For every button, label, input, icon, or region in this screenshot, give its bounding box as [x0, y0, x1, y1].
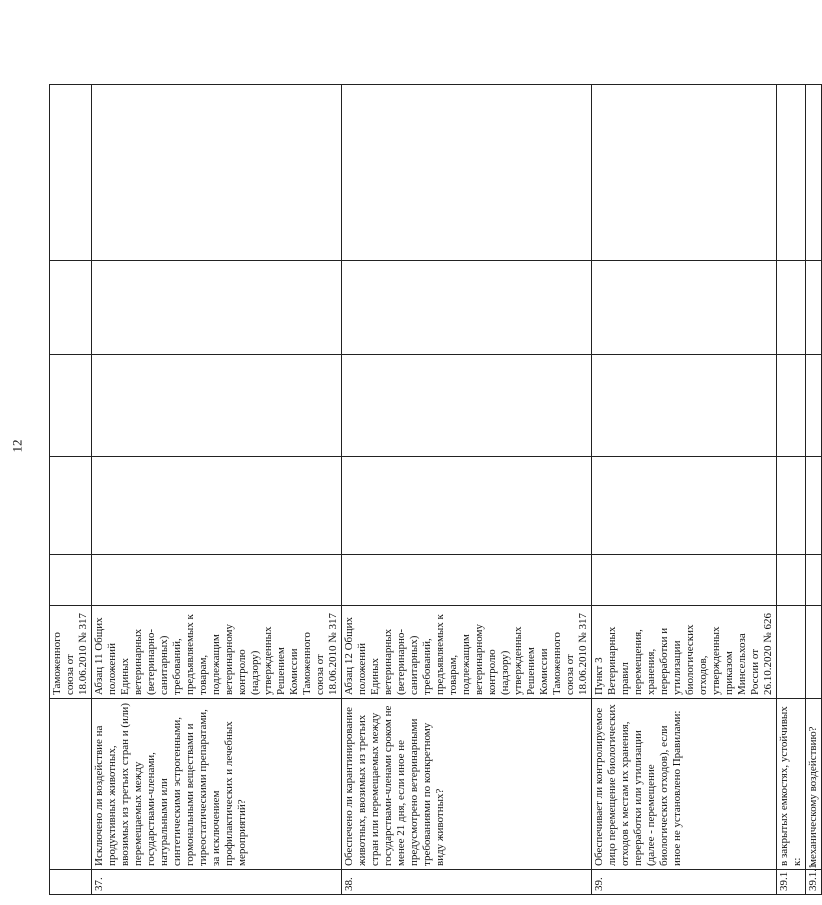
checklist-table: [49, 84, 822, 895]
note-cell: [92, 85, 342, 261]
answer-cell: [50, 555, 92, 606]
note-cell: [777, 85, 806, 261]
answer-cell: [806, 555, 822, 606]
page-number: 12: [9, 439, 25, 453]
requirement-text: Обеспечивает ли контролируемое лицо перемещение биологических отходов к местам их хранения, переработки или утилизации (далее - перемещение биологических отходов), если иное не установлено Правилами:: [592, 699, 777, 870]
row-number: [50, 870, 92, 895]
row-number: 39.1: [777, 870, 806, 895]
row-number: 39.: [592, 870, 777, 895]
table-row: [806, 85, 822, 895]
requirement-text: [50, 699, 92, 870]
answer-cell: [592, 355, 777, 457]
answer-cell: [92, 355, 342, 457]
answer-cell: [592, 261, 777, 355]
row-number: 37.: [92, 870, 342, 895]
answer-cell: [342, 355, 592, 457]
answer-cell: [50, 355, 92, 457]
answer-cell: [777, 355, 806, 457]
note-cell: [806, 85, 822, 261]
row-number: 39.1.1: [806, 870, 822, 895]
answer-cell: [50, 457, 92, 555]
table-row: [50, 85, 92, 895]
landscape-page: [49, 85, 819, 895]
answer-cell: [777, 261, 806, 355]
table-row: [777, 85, 806, 895]
requirement-text: механическому воздействию?: [806, 699, 822, 870]
answer-cell: [342, 457, 592, 555]
answer-cell: [806, 261, 822, 355]
requirement-text: Исключено ли воздействие на продуктивных животных, ввозимых из третьих стран и (или) перемещаемых между государствами-членами, натуральными или синтетическими эстрогенными, гормональными веществами и тиреостатическими препаратами, за исключением профилактических и лечебных мероприятий?: [92, 699, 342, 870]
answer-cell: [806, 457, 822, 555]
answer-cell: [342, 555, 592, 606]
row-number: 38.: [342, 870, 592, 895]
answer-cell: [806, 355, 822, 457]
answer-cell: [777, 457, 806, 555]
answer-cell: [592, 457, 777, 555]
legal-reference: [806, 606, 822, 699]
table-row: [592, 85, 777, 895]
note-cell: [342, 85, 592, 261]
legal-reference: Абзац 11 Общих положений Единых ветеринарных (ветеринарно- санитарных) требований, предъявляемых к товарам, подлежащим ветеринарному контролю (надзору) утвержденных Решением Комиссии Таможенного союза от 18.06.2010 № 317: [92, 606, 342, 699]
legal-reference: Абзац 12 Общих положений Единых ветеринарных (ветеринарно- санитарных) требований, предъявляемых к товарам, подлежащим ветеринарному контролю (надзору) утвержденных Решением Комиссии Таможенного союза от 18.06.2010 № 317: [342, 606, 592, 699]
answer-cell: [777, 555, 806, 606]
note-cell: [50, 85, 92, 261]
answer-cell: [342, 261, 592, 355]
requirement-text: Обеспечено ли карантинирование животных, ввозимых из третьих стран или перемещаемых между государствами-членами сроком не менее 21 дня, если иное не предусмотрено ветеринарными требованиями по конкретному виду животных?: [342, 699, 592, 870]
answer-cell: [92, 457, 342, 555]
answer-cell: [50, 261, 92, 355]
requirement-text: в закрытых емкостях, устойчивых к:: [777, 699, 806, 870]
note-cell: [592, 85, 777, 261]
answer-cell: [592, 555, 777, 606]
legal-reference: Пункт 3 Ветеринарных правил перемещения, хранения, переработки и утилизации биологических отходов, утвержденных приказом Минсельхоза России от 26.10.2020 № 626: [592, 606, 777, 699]
answer-cell: [92, 261, 342, 355]
legal-reference: Таможенного союза от 18.06.2010 № 317: [50, 606, 92, 699]
legal-reference: [777, 606, 806, 699]
table-row: [342, 85, 592, 895]
answer-cell: [92, 555, 342, 606]
table-row: [92, 85, 342, 895]
